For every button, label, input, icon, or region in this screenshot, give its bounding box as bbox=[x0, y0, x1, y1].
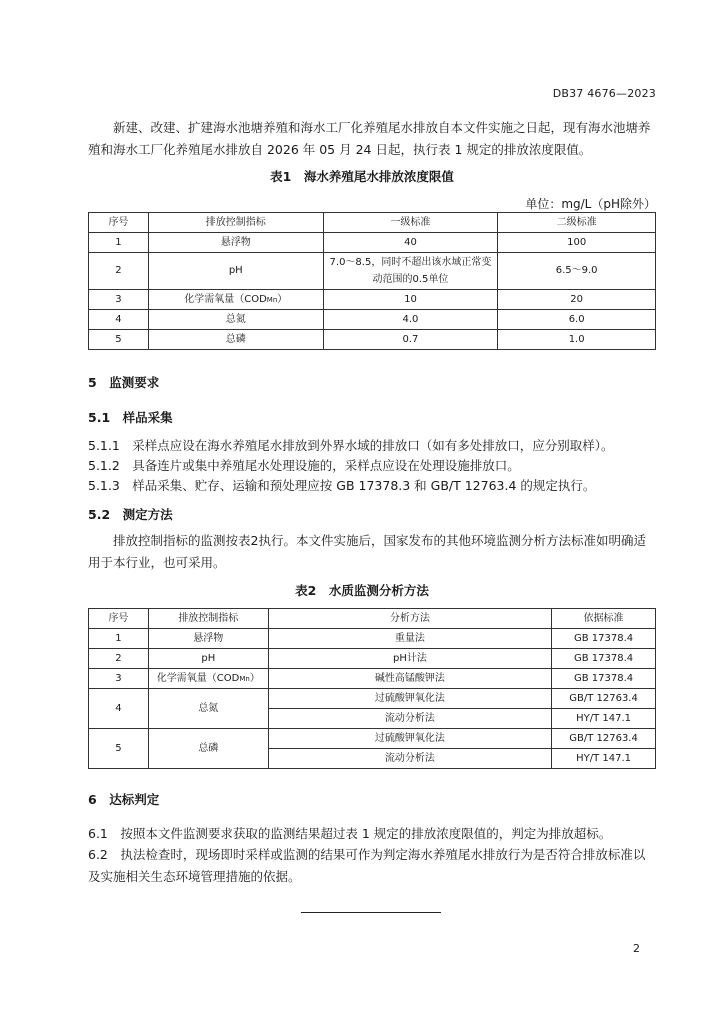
header-cell: 序号 bbox=[89, 609, 149, 629]
table-cell: 流动分析法 bbox=[268, 709, 551, 729]
table-cell: 重量法 bbox=[268, 629, 551, 649]
table-cell: 0.7 bbox=[323, 330, 498, 350]
header-cell: 排放控制指标 bbox=[148, 213, 323, 233]
table-cell: 过硫酸钾氧化法 bbox=[268, 689, 551, 709]
cod-subscript: Mn bbox=[239, 674, 250, 683]
table-cell: pH bbox=[148, 253, 323, 290]
table-cell: pH bbox=[148, 649, 268, 669]
table-cell: 3 bbox=[89, 290, 149, 310]
table-cell: 流动分析法 bbox=[268, 749, 551, 769]
doc-number: DB37 4676—2023 bbox=[552, 87, 656, 100]
table-cell: 4 bbox=[89, 310, 149, 330]
table-cell: GB/T 12763.4 bbox=[552, 689, 656, 709]
table-cell: pH计法 bbox=[268, 649, 551, 669]
header-cell: 依据标准 bbox=[552, 609, 656, 629]
table-cell: GB/T 12763.4 bbox=[552, 729, 656, 749]
table-row bbox=[89, 629, 656, 649]
header-cell: 一级标准 bbox=[323, 213, 498, 233]
table-cell: 1 bbox=[89, 629, 149, 649]
clause-5-2-text: 排放控制指标的监测按表2执行。本文件实施后，国家发布的其他环境监测分析方法标准如明确适用于本行业，也可采用。 bbox=[88, 533, 646, 570]
table-row bbox=[89, 330, 656, 350]
section-5-2-title: 5.2 测定方法 bbox=[88, 507, 173, 522]
table-row bbox=[89, 729, 656, 749]
cod-label: 化学需氧量（COD bbox=[184, 293, 267, 305]
cod-subscript: Mn bbox=[266, 295, 278, 304]
table1-unit: 单位：mg/L（pH除外） bbox=[525, 197, 656, 211]
table-cell: 4.0 bbox=[323, 310, 498, 330]
end-rule bbox=[301, 912, 441, 913]
table-cell: 1.0 bbox=[498, 330, 656, 350]
table-cell: 过硫酸钾氧化法 bbox=[268, 729, 551, 749]
header-cell: 排放控制指标 bbox=[148, 609, 268, 629]
cod-close: ） bbox=[277, 293, 288, 305]
section-5-1-title: 5.1 样品采集 bbox=[88, 410, 173, 425]
table-cell: 7.0～8.5，同时不超出该水域正常变动范围的0.5单位 bbox=[323, 253, 498, 290]
table-row bbox=[89, 310, 656, 330]
table-cell bbox=[148, 669, 268, 689]
section-6-title: 6 达标判定 bbox=[88, 792, 160, 807]
table-row bbox=[89, 233, 656, 253]
table-cell: 20 bbox=[498, 290, 656, 310]
intro-paragraph: 新建、改建、扩建海水池塘养殖和海水工厂化养殖尾水排放自本文件实施之日起，现有海水池塘养殖和海水工厂化养殖尾水排放自 2026 年 05 月 24 日起，执行表 1 规定的排放浓度限值。 bbox=[88, 120, 651, 157]
table-row bbox=[89, 253, 656, 290]
table-cell: 1 bbox=[89, 233, 149, 253]
table-header-row bbox=[89, 213, 656, 233]
clause-6-2: 6.2 执法检查时，现场即时采样或监测的结果可作为判定海水养殖尾水排放行为是否符合排放标准以及实施相关生态环境管理措施的依据。 bbox=[88, 847, 646, 884]
clause-5-1-1: 5.1.1 采样点应设在海水养殖尾水排放到外界水域的排放口（如有多处排放口，应分别取样）。 bbox=[88, 438, 614, 453]
table-cell bbox=[148, 290, 323, 310]
table2-analysis-methods bbox=[88, 608, 656, 769]
table-cell: 总磷 bbox=[148, 729, 268, 769]
table-cell: GB 17378.4 bbox=[552, 629, 656, 649]
table-cell: 4 bbox=[89, 689, 149, 729]
section-5-title: 5 监测要求 bbox=[88, 375, 160, 390]
cod-label: 化学需氧量（COD bbox=[156, 672, 240, 684]
table-row bbox=[89, 290, 656, 310]
header-cell: 分析方法 bbox=[268, 609, 551, 629]
table-cell: 10 bbox=[323, 290, 498, 310]
table-header-row bbox=[89, 609, 656, 629]
clause-5-1-2: 5.1.2 具备连片或集中养殖尾水处理设施的，采样点应设在处理设施排放口。 bbox=[88, 458, 520, 473]
table-row bbox=[89, 689, 656, 709]
table-cell: GB 17378.4 bbox=[552, 649, 656, 669]
table-cell: GB 17378.4 bbox=[552, 669, 656, 689]
table-cell: 悬浮物 bbox=[148, 629, 268, 649]
clause-6-1: 6.1 按照本文件监测要求获取的监测结果超过表 1 规定的排放浓度限值的，判定为排放超标。 bbox=[88, 826, 612, 841]
table-cell: HY/T 147.1 bbox=[552, 709, 656, 729]
clause-5-1-3: 5.1.3 样品采集、贮存、运输和预处理应按 GB 17378.3 和 GB/T 12763.4 的规定执行。 bbox=[88, 478, 596, 493]
table-cell: 5 bbox=[89, 330, 149, 350]
table-cell: 总氮 bbox=[148, 310, 323, 330]
table-cell: 100 bbox=[498, 233, 656, 253]
table-cell: 悬浮物 bbox=[148, 233, 323, 253]
table-cell: 6.5～9.0 bbox=[498, 253, 656, 290]
table-cell: 总氮 bbox=[148, 689, 268, 729]
table-cell: 总磷 bbox=[148, 330, 323, 350]
table1-emission-limits bbox=[88, 212, 656, 350]
header-cell: 二级标准 bbox=[498, 213, 656, 233]
table-row bbox=[89, 669, 656, 689]
table-cell: 2 bbox=[89, 649, 149, 669]
table-cell: 碱性高锰酸钾法 bbox=[268, 669, 551, 689]
cod-close: ） bbox=[249, 672, 260, 684]
table-cell: 6.0 bbox=[498, 310, 656, 330]
table-row bbox=[89, 649, 656, 669]
table1-caption: 表1 海水养殖尾水排放浓度限值 bbox=[270, 169, 454, 184]
table-cell: HY/T 147.1 bbox=[552, 749, 656, 769]
header-cell: 序号 bbox=[89, 213, 149, 233]
table-cell: 3 bbox=[89, 669, 149, 689]
table-cell: 40 bbox=[323, 233, 498, 253]
table2-caption: 表2 水质监测分析方法 bbox=[295, 583, 429, 598]
table-cell: 5 bbox=[89, 729, 149, 769]
table-cell: 2 bbox=[89, 253, 149, 290]
page-number: 2 bbox=[633, 942, 640, 955]
